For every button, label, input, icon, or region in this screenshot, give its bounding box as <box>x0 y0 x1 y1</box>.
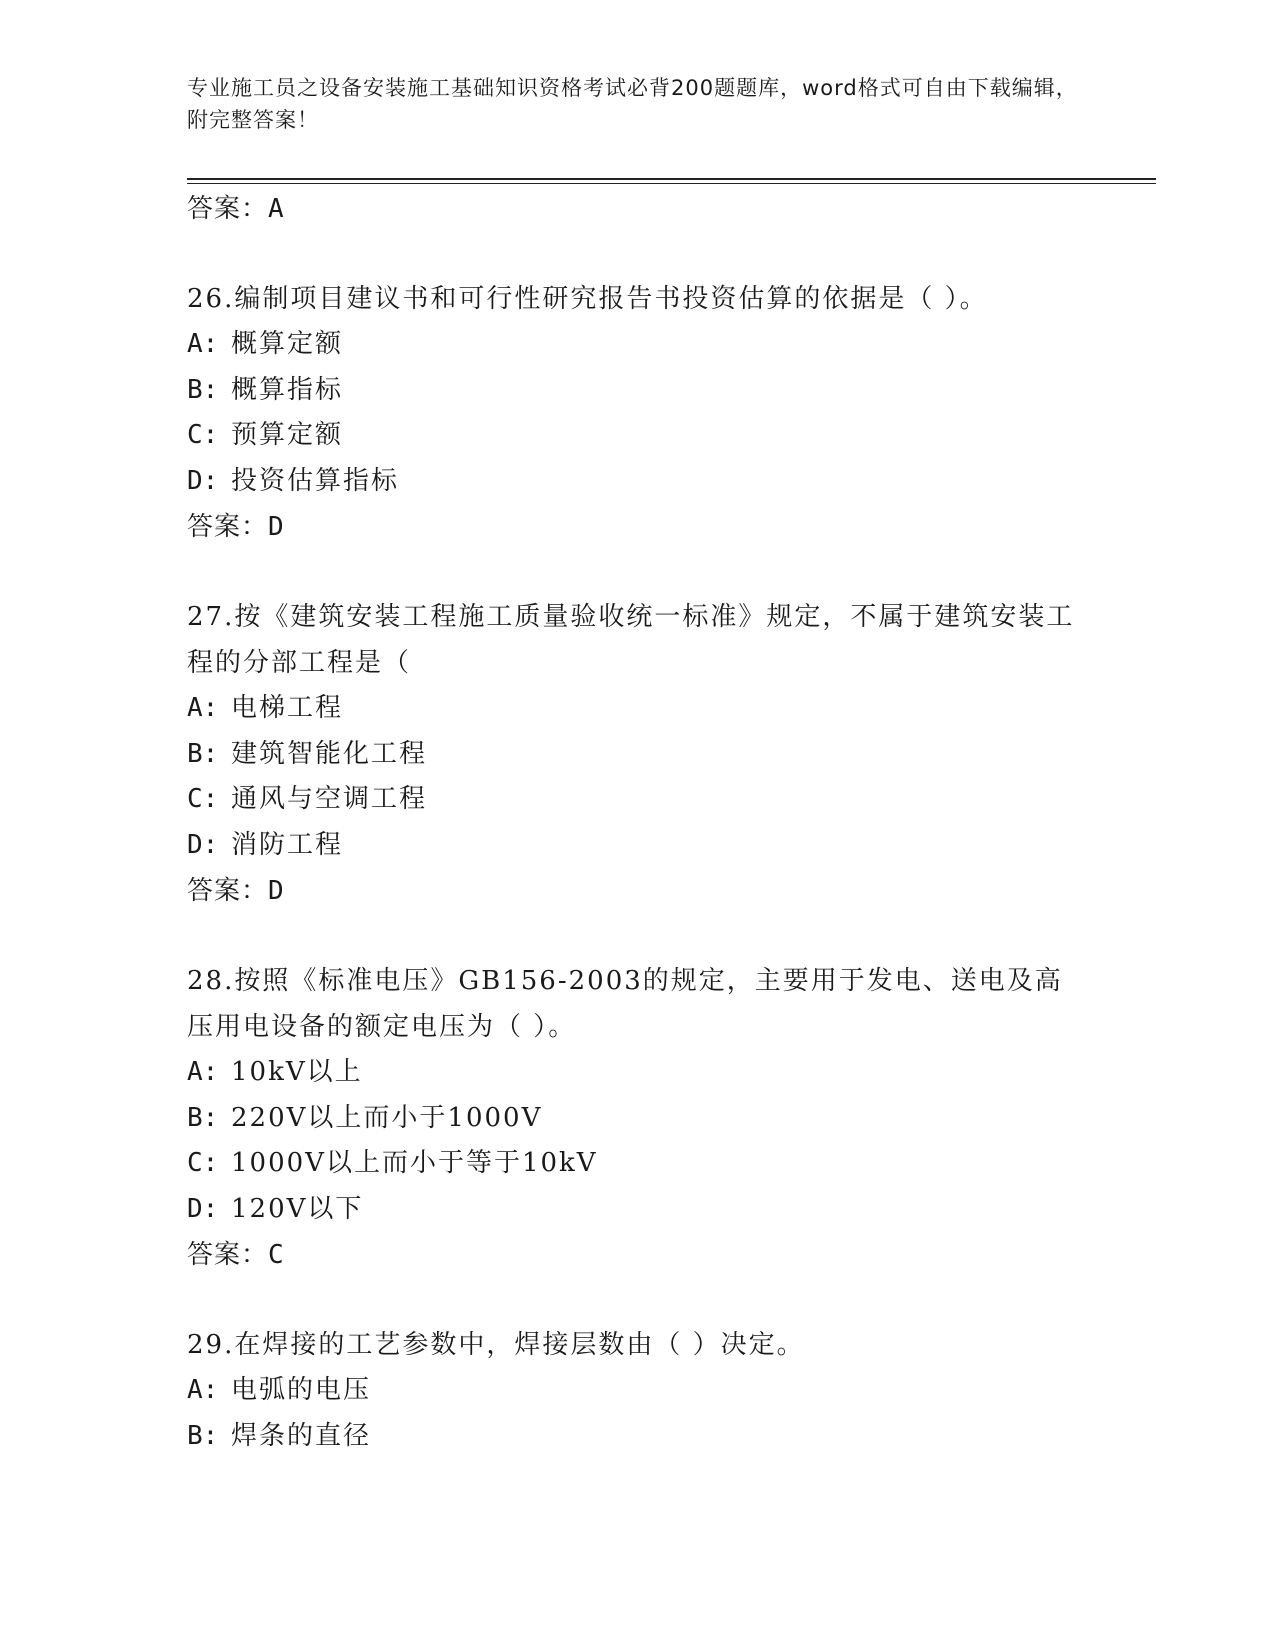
option-text: 概算指标 <box>231 374 344 405</box>
question-stem: 26.编制项目建议书和可行性研究报告书投资估算的依据是（ ）。 <box>187 284 988 314</box>
option-b <box>187 368 1087 414</box>
option-key: C: <box>187 420 219 450</box>
option-a <box>187 322 1087 368</box>
answer-line <box>187 186 1087 232</box>
option-key: B: <box>187 1102 219 1133</box>
option-d <box>187 459 1087 505</box>
option-text: 通风与空调工程 <box>231 784 428 814</box>
question-26 <box>187 276 1087 550</box>
option-c <box>187 413 1087 459</box>
option-b <box>187 732 1087 778</box>
spacer <box>187 550 1087 594</box>
answer-label: 答案： <box>187 194 269 224</box>
option-text: 投资估算指标 <box>231 465 400 496</box>
answer-label: 答案： <box>187 876 269 906</box>
option-key: A: <box>187 1375 219 1405</box>
answer-value: C <box>268 1240 285 1270</box>
option-a <box>187 1368 1087 1414</box>
option-key: A: <box>187 1057 219 1087</box>
question-stem: 28.按照《标准电压》GB156-2003的规定，主要用于发电、送电及高压用电设备的额定电压为（ ）。 <box>187 966 1063 1042</box>
spacer <box>187 1278 1087 1322</box>
question-list <box>187 186 1087 1459</box>
option-text: 建筑智能化工程 <box>231 738 428 769</box>
option-text: 概算定额 <box>231 329 344 359</box>
option-key: D: <box>187 829 219 860</box>
option-key: A: <box>187 329 219 359</box>
option-text: 电弧的电压 <box>231 1375 372 1405</box>
option-text: 220V以上而小于1000V <box>231 1102 543 1133</box>
option-text: 1000V以上而小于等于10kV <box>231 1148 598 1178</box>
header-divider-thin <box>187 183 1156 184</box>
answer-value: D <box>268 876 285 906</box>
option-text: 预算定额 <box>231 420 344 450</box>
question-stem: 29.在焊接的工艺参数中，焊接层数由（ ）决定。 <box>187 1330 805 1360</box>
option-text: 消防工程 <box>231 829 344 860</box>
option-a <box>187 1050 1087 1096</box>
answer-label: 答案： <box>187 1240 269 1270</box>
option-text: 电梯工程 <box>231 693 344 723</box>
option-key: B: <box>187 738 219 769</box>
answer-value: A <box>268 194 285 224</box>
header-divider <box>187 178 1156 180</box>
option-a <box>187 686 1087 732</box>
option-key: C: <box>187 784 219 814</box>
option-d <box>187 823 1087 869</box>
option-c <box>187 777 1087 823</box>
option-c <box>187 1141 1087 1187</box>
answer-line <box>187 868 1087 914</box>
answer-line <box>187 1232 1087 1278</box>
question-stem: 27.按《建筑安装工程施工质量验收统一标准》规定，不属于建筑安装工程的分部工程是（ <box>187 602 1075 678</box>
option-key: D: <box>187 1193 219 1224</box>
question-29 <box>187 1322 1087 1459</box>
question-28 <box>187 958 1087 1278</box>
option-text: 10kV以上 <box>231 1057 363 1087</box>
option-b <box>187 1414 1087 1460</box>
option-key: B: <box>187 1420 219 1451</box>
option-text: 焊条的直径 <box>231 1420 372 1451</box>
question-27 <box>187 594 1087 914</box>
answer-value: D <box>268 512 285 542</box>
answer-label: 答案： <box>187 512 269 542</box>
option-key: A: <box>187 693 219 723</box>
header-title: 专业施工员之设备安装施工基础知识资格考试必背200题题库，word格式可自由下载编辑，附完整答案！ <box>187 76 1078 132</box>
document-header <box>187 72 1087 136</box>
answer-line <box>187 504 1087 550</box>
option-text: 120V以下 <box>231 1193 364 1224</box>
option-d <box>187 1187 1087 1233</box>
option-key: D: <box>187 465 219 496</box>
option-b <box>187 1096 1087 1142</box>
spacer <box>187 232 1087 276</box>
option-key: B: <box>187 374 219 405</box>
option-key: C: <box>187 1148 219 1178</box>
spacer <box>187 914 1087 958</box>
